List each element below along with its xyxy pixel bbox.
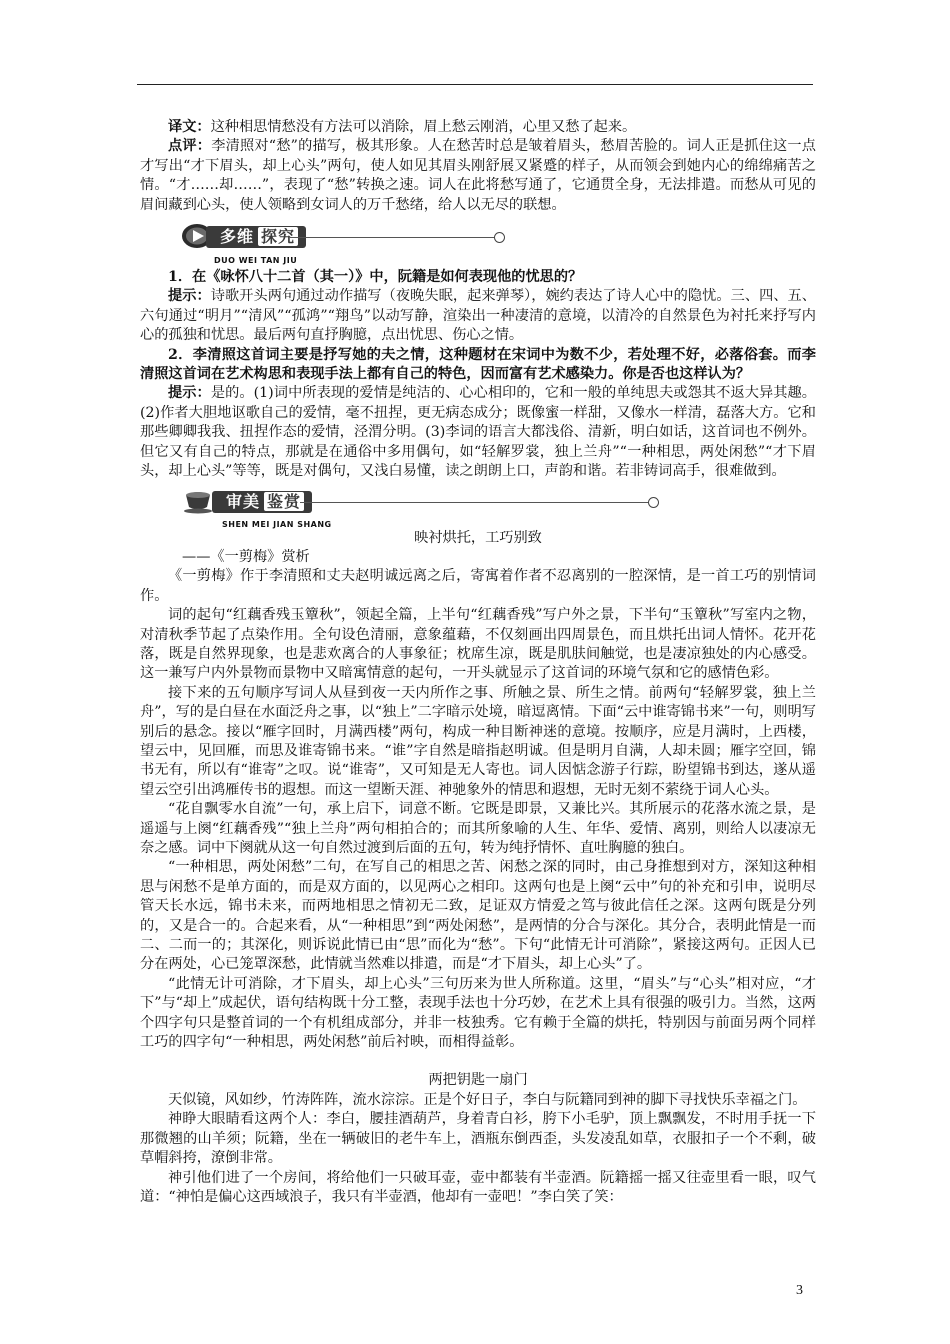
translation-label: 译文： (168, 119, 211, 135)
translation-paragraph (140, 118, 816, 137)
question-2: 2．李清照这首词主要是抒写她的夫之情，这种题材在宋词中为数不少，若处理不好，必落俗套。而李清照这首词在艺术构思和表现手法上都有自己的特色，因而富有艺术感染力。你是否也这样认为？ (140, 346, 816, 383)
article-1-paragraph: “一种相思，两处闲愁”二句，在写自己的相思之苦、闲愁之深的同时，由己身推想到对方，深知这种相思与闲愁不是单方面的，而是双方面的，以见两心之相印。这两句也是上阕“云中”句的补充和引申，说明尽管天长水远，锦书未来，而两地相思之情初无二致，足证双方情爱之笃与彼此信任之深。这两句既是分列的，又是合一的。合起来看，从“一种相思”到“两处闲愁”，是两情的分合与深化。其分合，表明此情是一而二、二而一的；其深化，则诉说此情已由“思”而化为“愁”。下句“此情无计可消除”，紧接这两句。正因人已分在两处，心已笼罩深愁，此情就当然难以排遣，而是“才下眉头，却上心头”了。 (140, 859, 816, 973)
section-banner-duowei (140, 220, 816, 266)
section-title-main: 审美 (226, 491, 261, 511)
section-pinyin: DUO WEI TAN JIU (214, 256, 298, 266)
section-title-sub: 鉴赏 (264, 492, 304, 511)
article-2-paragraph: 天似镜，风如纱，竹涛阵阵，流水淙淙。正是个好日子，李白与阮籍同到神的脚下寻找快乐幸福之门。 (168, 1091, 807, 1108)
page-content (140, 118, 816, 1207)
article-2-title: 两把钥匙一扇门 (428, 1072, 528, 1089)
section-title-sub: 探究 (258, 227, 298, 246)
article-1-paragraph: “花自飘零水自流”一句，承上启下，词意不断。它既是即景，又兼比兴。其所展示的花落水流之景，是遥遥与上阕“红藕香残”“独上兰舟”两句相拍合的；而其所象喻的人生、年华、爱情、离别，则给人以凄凉无奈之感。词中下阕就从这一句自然过渡到后面的五句，转为纯抒情怀、直吐胸臆的独白。 (140, 801, 816, 856)
article-1-paragraph: 词的起句“红藕香残玉簟秋”，领起全篇，上半句“红藕香残”写户外之景，下半句“玉簟秋”写室内之物，对清秋季节起了点染作用。全句设色清丽，意象蕴藉，不仅刻画出四周景色，而且烘托出词人情怀。花开花落，既是自然界现象，也是悲欢离合的人事象征；枕席生凉，既是肌肤间触觉，也是凄凉独处的内心感受。这一兼写户内外景物而景物中又暗寓情意的起句，一开头就显示了这首词的环境气氛和它的感情色彩。 (140, 607, 816, 682)
article-2-paragraph: 神引他们进了一个房间，将给他们一只破耳壶，壶中都装有半壶酒。阮籍摇一摇又往壶里看一眼，叹气道：“神怕是偏心这西域浪子，我只有半壶酒，他却有一壶吧！”李白笑了笑： (140, 1169, 816, 1205)
comment-label: 点评： (168, 138, 212, 155)
comment-text: 李清照对“愁”的描写，极其形象。人在愁苦时总是皱着眉头，愁眉苦脸的。词人正是抓住这一点才写出“才下眉头，却上心头”两句，使人如见其眉头刚舒展又紧蹙的样子，从而领会到她内心的绵绵痛苦之情。“才……却……”，表现了“愁”转换之速。词人在此将愁写通了，它通贯全身，无法排遣。而愁从可见的眉间藏到心头，使人领略到女词人的万千愁绪，给人以无尽的联想。 (140, 138, 816, 213)
translation-text: 这种相思情愁没有方法可以消除，眉上愁云刚消，心里又愁了起来。 (210, 119, 637, 135)
answer-2-label: 提示： (168, 385, 211, 402)
section-title-main: 多维 (220, 227, 255, 247)
answer-1 (140, 287, 816, 345)
section-banner-shenmei (140, 487, 816, 527)
article-1-paragraph: 《一剪梅》作于李清照和丈夫赵明诚远离之后，寄寓着作者不忍离别的一腔深情，是一首工巧的别情词作。 (140, 568, 816, 604)
teacup-icon (180, 487, 216, 515)
article-2-paragraph: 神睁大眼睛看这两个人：李白，腰挂酒葫芦，身着青白衫，胯下小毛驴，顶上飘飘发，不时用手抚一下那微翘的山羊须；阮籍，坐在一辆破旧的老牛车上，酒瓶东倒西歪，头发凌乱如草，衣服扣子一个不剩，破草帽斜挎，潦倒非常。 (140, 1111, 816, 1167)
answer-1-text: 诗歌开头两句通过动作描写（夜晚失眠，起来弹琴），婉约表达了诗人心中的隐忧。三、四、五、六句通过“明月”“清风”“孤鸿”“翔鸟”以动写静，渲染出一种凄清的意境，以清冷的自然景色为衬托来抒写内心的孤独和忧思。最后两句直抒胸臆，点出忧思、伤心之情。 (140, 288, 816, 344)
section-pinyin: SHEN MEI JIAN SHANG (222, 519, 332, 529)
spacer (140, 1052, 816, 1071)
article-1-subtitle: ——《一剪梅》赏析 (182, 548, 310, 565)
section-title-shenmei (212, 491, 312, 513)
answer-1-label: 提示： (168, 288, 211, 305)
banner-line (290, 237, 496, 238)
question-1: 1．在《咏怀八十二首（其一）》中，阮籍是如何表现他的忧思的？ (168, 269, 583, 286)
page-number: 3 (796, 1283, 803, 1298)
answer-2 (140, 384, 816, 481)
article-1-paragraph: 接下来的五句顺序写词人从昼到夜一天内所作之事、所触之景、所生之情。前两句“轻解罗裳，独上兰舟”，写的是白昼在水面泛舟之事，以“独上”二字暗示处境，暗逗离情。下面“云中谁寄锦书来”一句，则明写别后的悬念。接以“雁字回时，月满西楼”两句，构成一种目断神迷的意境。按顺序，应是月满时，上西楼，望云中，见回雁，而思及谁寄锦书来。“谁”字自然是暗指赵明诚。但是明月自满，人却未圆；雁字空回，锦书无有，所以有“谁寄”之叹。说“谁寄”，又可知是无人寄也。词人因惦念游子行踪，盼望锦书到达，遂从遥望云空引出鸿雁传书的遐想。而这一望断天涯、神驰象外的情思和遐想，无时无刻不萦绕于词人心头。 (140, 684, 816, 798)
article-1-title: 映衬烘托，工巧别致 (414, 529, 542, 546)
banner-line (300, 502, 650, 503)
banner-knob (494, 232, 505, 243)
answer-2-text: 是的。(1)词中所表现的爱情是纯洁的、心心相印的，它和一般的单纯思夫或怨其不返大异其趣。(2)作者大胆地讴歌自己的爱情，毫不扭捏，更无病态成分；既像蜜一样甜，又像水一样清，磊落大方。它和那些卿卿我我、扭捏作态的爱情，泾渭分明。(3)李词的语言大都浅俗、清新，明白如话，这首词也不例外。但它又有自己的特点，那就是在通俗中多用偶句，如“轻解罗裳，独上兰舟”“一种相思，两处闲愁”“才下眉头，却上心头”等等，既是对偶句，又浅白易懂，读之朗朗上口，声韵和谐。若非铸词高手，很难做到。 (140, 385, 816, 480)
header-rule (137, 84, 813, 85)
article-1-paragraph: “此情无计可消除，才下眉头，却上心头”三句历来为世人所称道。这里，“眉头”与“心头”相对应，“才下”与“却上”成起伏，语句结构既十分工整，表现手法也十分巧妙，在艺术上具有很强的吸引力。当然，这两个四字句只是整首词的一个有机组成部分，并非一枝独秀。它有赖于全篇的烘托，特别因与前面另两个同样工巧的四字句“一种相思，两处闲愁”前后衬映，而相得益彰。 (140, 975, 816, 1051)
banner-knob (648, 497, 659, 508)
comment-paragraph (140, 137, 816, 215)
